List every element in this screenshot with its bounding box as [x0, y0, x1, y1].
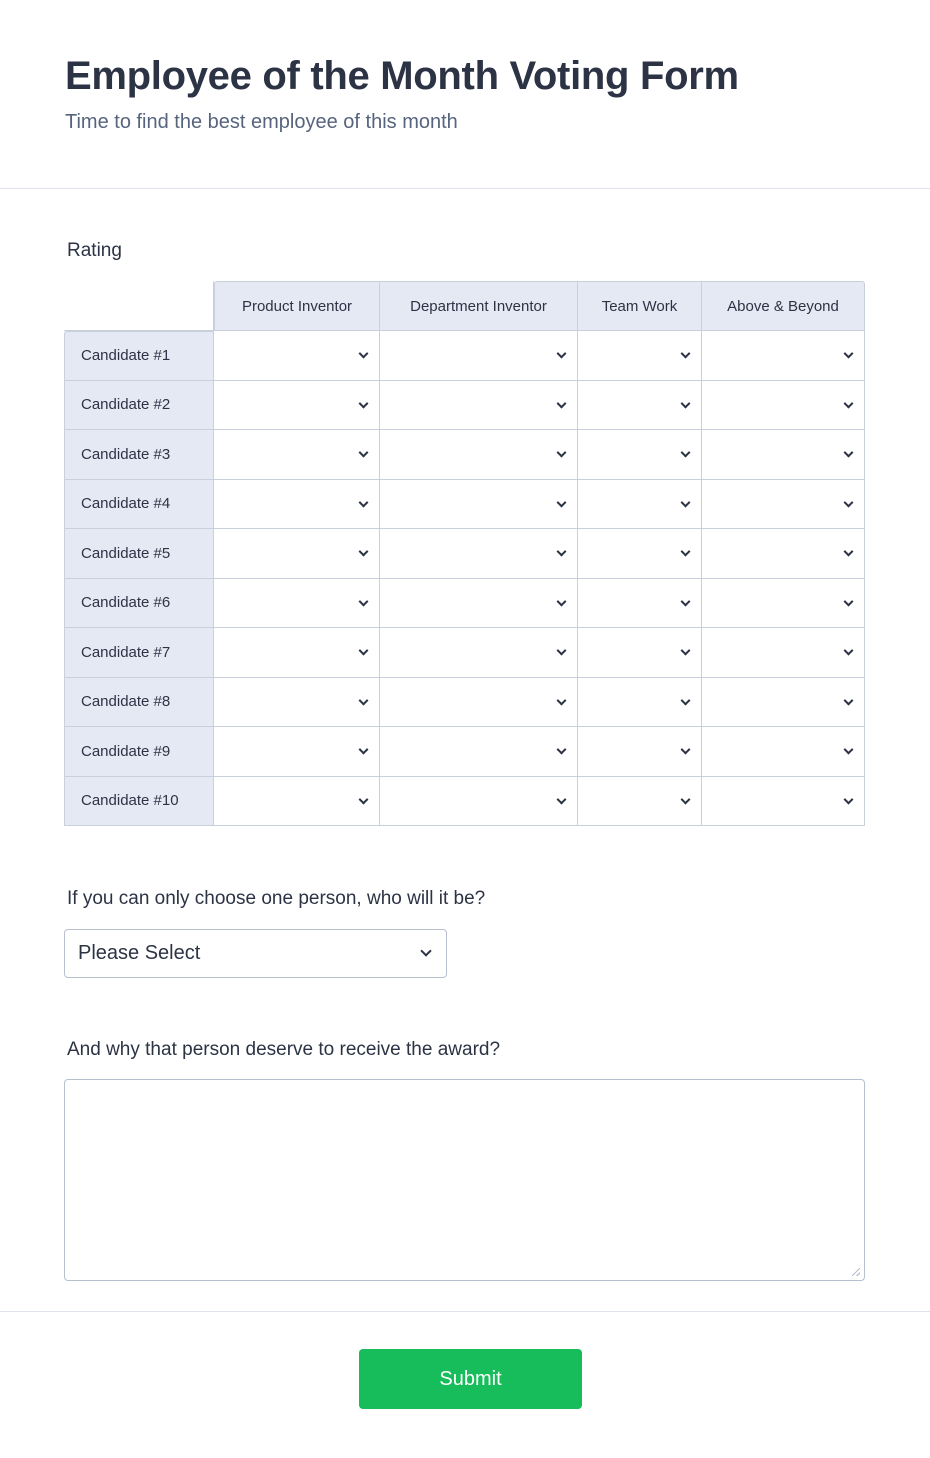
row-header: Candidate #9 — [64, 727, 214, 777]
rating-dropdown[interactable] — [702, 579, 865, 629]
column-header: Team Work — [578, 281, 702, 331]
chevron-down-icon — [681, 448, 691, 458]
rating-dropdown[interactable] — [214, 331, 380, 381]
table-row — [64, 777, 865, 827]
rating-dropdown[interactable] — [702, 727, 865, 777]
table-row — [64, 678, 865, 728]
chevron-down-icon — [844, 349, 854, 359]
chevron-down-icon — [557, 596, 567, 606]
row-header: Candidate #5 — [64, 529, 214, 579]
rating-dropdown[interactable] — [214, 777, 380, 827]
choice-select-value: Please Select — [78, 942, 201, 964]
chevron-down-icon — [557, 745, 567, 755]
rating-dropdown[interactable] — [702, 628, 865, 678]
chevron-down-icon — [359, 794, 369, 804]
chevron-down-icon — [844, 695, 854, 705]
chevron-down-icon — [557, 349, 567, 359]
chevron-down-icon — [844, 547, 854, 557]
chevron-down-icon — [844, 398, 854, 408]
rating-dropdown[interactable] — [380, 777, 578, 827]
chevron-down-icon — [844, 794, 854, 804]
rating-dropdown[interactable] — [380, 381, 578, 431]
chevron-down-icon — [557, 695, 567, 705]
divider — [0, 188, 930, 189]
rating-dropdown[interactable] — [578, 628, 702, 678]
rating-dropdown[interactable] — [578, 678, 702, 728]
chevron-down-icon — [681, 794, 691, 804]
rating-label: Rating — [67, 240, 122, 261]
column-header: Product Inventor — [214, 281, 380, 331]
chevron-down-icon — [359, 448, 369, 458]
rating-dropdown[interactable] — [380, 331, 578, 381]
choice-label: If you can only choose one person, who will it be? — [67, 888, 486, 909]
row-header: Candidate #4 — [64, 480, 214, 530]
rating-dropdown[interactable] — [214, 678, 380, 728]
chevron-down-icon — [557, 448, 567, 458]
rating-dropdown[interactable] — [702, 331, 865, 381]
chevron-down-icon — [359, 596, 369, 606]
rating-dropdown[interactable] — [578, 331, 702, 381]
rating-dropdown[interactable] — [702, 480, 865, 530]
chevron-down-icon — [844, 596, 854, 606]
page-title: Employee of the Month Voting Form — [65, 54, 739, 98]
rating-dropdown[interactable] — [578, 480, 702, 530]
chevron-down-icon — [681, 547, 691, 557]
page-subtitle: Time to find the best employee of this month — [65, 111, 458, 133]
rating-dropdown[interactable] — [380, 678, 578, 728]
row-header: Candidate #8 — [64, 678, 214, 728]
table-row — [64, 430, 865, 480]
table-row — [64, 480, 865, 530]
rating-dropdown[interactable] — [380, 529, 578, 579]
row-header: Candidate #7 — [64, 628, 214, 678]
rating-dropdown[interactable] — [380, 579, 578, 629]
choice-select[interactable] — [64, 929, 447, 978]
chevron-down-icon — [557, 497, 567, 507]
column-header: Department Inventor — [380, 281, 578, 331]
rating-dropdown[interactable] — [578, 430, 702, 480]
chevron-down-icon — [359, 745, 369, 755]
divider — [0, 1311, 930, 1312]
chevron-down-icon — [557, 398, 567, 408]
row-header: Candidate #3 — [64, 430, 214, 480]
rating-dropdown[interactable] — [578, 381, 702, 431]
table-row — [64, 331, 865, 381]
chevron-down-icon — [557, 646, 567, 656]
chevron-down-icon — [681, 695, 691, 705]
rating-dropdown[interactable] — [214, 579, 380, 629]
rating-dropdown[interactable] — [214, 480, 380, 530]
rating-dropdown[interactable] — [214, 727, 380, 777]
rating-dropdown[interactable] — [578, 579, 702, 629]
reason-label: And why that person deserve to receive the award? — [67, 1039, 501, 1060]
chevron-down-icon — [681, 349, 691, 359]
chevron-down-icon — [359, 349, 369, 359]
chevron-down-icon — [681, 596, 691, 606]
row-header: Candidate #6 — [64, 579, 214, 629]
table-row — [64, 579, 865, 629]
rating-dropdown[interactable] — [578, 777, 702, 827]
rating-dropdown[interactable] — [578, 529, 702, 579]
chevron-down-icon — [359, 547, 369, 557]
resize-handle-icon[interactable] — [852, 1268, 860, 1276]
rating-matrix — [64, 281, 865, 826]
chevron-down-icon — [359, 646, 369, 656]
table-row — [64, 628, 865, 678]
rating-dropdown[interactable] — [214, 381, 380, 431]
chevron-down-icon — [844, 646, 854, 656]
rating-dropdown[interactable] — [214, 628, 380, 678]
corner-cell — [64, 281, 214, 331]
rating-dropdown[interactable] — [380, 480, 578, 530]
rating-dropdown[interactable] — [380, 727, 578, 777]
rating-dropdown[interactable] — [214, 430, 380, 480]
rating-dropdown[interactable] — [214, 529, 380, 579]
chevron-down-icon — [844, 448, 854, 458]
rating-dropdown[interactable] — [380, 430, 578, 480]
row-header: Candidate #10 — [64, 777, 214, 827]
reason-textarea[interactable] — [64, 1079, 865, 1281]
chevron-down-icon — [359, 497, 369, 507]
rating-dropdown[interactable] — [578, 727, 702, 777]
table-row — [64, 727, 865, 777]
table-row — [64, 381, 865, 431]
chevron-down-icon — [681, 497, 691, 507]
chevron-down-icon — [844, 497, 854, 507]
chevron-down-icon — [557, 794, 567, 804]
chevron-down-icon — [359, 398, 369, 408]
rating-dropdown[interactable] — [702, 678, 865, 728]
rating-dropdown[interactable] — [380, 628, 578, 678]
rating-dropdown[interactable] — [702, 529, 865, 579]
chevron-down-icon — [681, 398, 691, 408]
column-header: Above & Beyond — [702, 281, 865, 331]
chevron-down-icon — [420, 945, 431, 956]
chevron-down-icon — [681, 745, 691, 755]
chevron-down-icon — [557, 547, 567, 557]
table-row — [64, 529, 865, 579]
submit-button[interactable]: Submit — [359, 1349, 582, 1409]
rating-dropdown[interactable] — [702, 381, 865, 431]
row-header: Candidate #1 — [64, 331, 214, 381]
chevron-down-icon — [359, 695, 369, 705]
rating-dropdown[interactable] — [702, 430, 865, 480]
chevron-down-icon — [844, 745, 854, 755]
row-header: Candidate #2 — [64, 381, 214, 431]
rating-dropdown[interactable] — [702, 777, 865, 827]
chevron-down-icon — [681, 646, 691, 656]
